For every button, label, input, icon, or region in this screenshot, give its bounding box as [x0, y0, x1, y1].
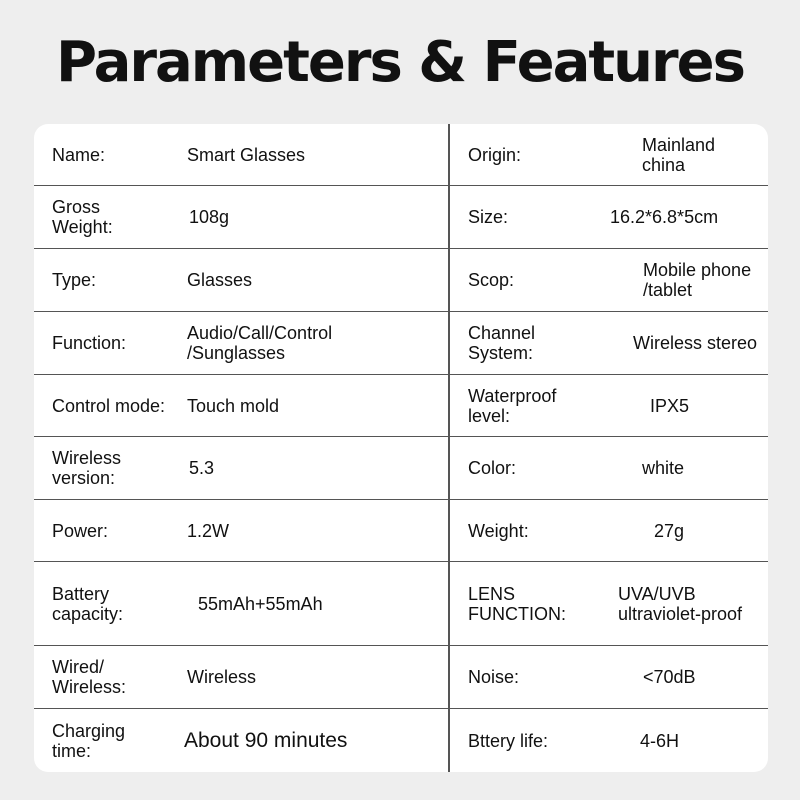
- table-row: [34, 709, 768, 772]
- spec-value: 108g: [189, 207, 230, 227]
- spec-value: Mobile phone /tablet: [643, 260, 752, 300]
- table-row: [34, 312, 768, 375]
- spec-label: Noise:: [468, 667, 520, 687]
- spec-value: Wireless stereo: [633, 333, 758, 353]
- spec-label: Origin:: [468, 144, 522, 165]
- spec-value: <70dB: [643, 667, 696, 687]
- spec-label: Gross Weight:: [52, 197, 113, 237]
- spec-label: Bttery life:: [468, 730, 549, 751]
- spec-value: 55mAh+55mAh: [198, 593, 323, 614]
- spec-label: Wireless version:: [52, 448, 122, 488]
- spec-value: Glasses: [187, 270, 253, 290]
- spec-label: LENS FUNCTION:: [468, 583, 566, 624]
- spec-value: About 90 minutes: [184, 728, 348, 752]
- spec-label: Scop:: [468, 270, 515, 290]
- spec-value: Wireless: [187, 667, 257, 687]
- spec-value: IPX5: [650, 395, 690, 416]
- table-row: [34, 437, 768, 500]
- table-row: [34, 500, 768, 562]
- spec-label: Size:: [468, 207, 509, 227]
- table-row: [34, 186, 768, 249]
- page-title: Parameters & Features: [56, 30, 744, 95]
- spec-value: 4-6H: [640, 730, 680, 751]
- spec-label: Power:: [52, 520, 109, 541]
- spec-value: Smart Glasses: [187, 144, 306, 165]
- spec-value: Touch mold: [187, 395, 280, 416]
- table-row: [34, 646, 768, 709]
- table-row: [34, 249, 768, 312]
- spec-label: Type:: [52, 270, 97, 290]
- table-row: [34, 562, 768, 646]
- spec-label: Battery capacity:: [52, 583, 124, 624]
- spec-value: Audio/Call/Control /Sunglasses: [187, 323, 333, 363]
- spec-value: 16.2*6.8*5cm: [610, 207, 719, 227]
- spec-value: 1.2W: [187, 520, 230, 541]
- spec-label: Waterproof level:: [468, 385, 557, 426]
- spec-label: Weight:: [468, 520, 529, 541]
- spec-label: Charging time:: [52, 720, 126, 761]
- table-row: [34, 375, 768, 437]
- spec-value: Mainland china: [642, 134, 716, 175]
- spec-value: UVA/UVB ultraviolet-proof: [618, 583, 743, 624]
- spec-label: Color:: [468, 458, 517, 478]
- table-row: [34, 124, 768, 186]
- spec-label: Control mode:: [52, 395, 166, 416]
- spec-label: Wired/ Wireless:: [52, 657, 127, 697]
- spec-value: 5.3: [189, 458, 215, 478]
- spec-value: 27g: [654, 520, 685, 541]
- spec-table: [34, 124, 768, 772]
- spec-value: white: [642, 458, 685, 478]
- spec-label: Function:: [52, 333, 127, 353]
- spec-label: Channel System:: [468, 323, 536, 363]
- spec-label: Name:: [52, 144, 106, 165]
